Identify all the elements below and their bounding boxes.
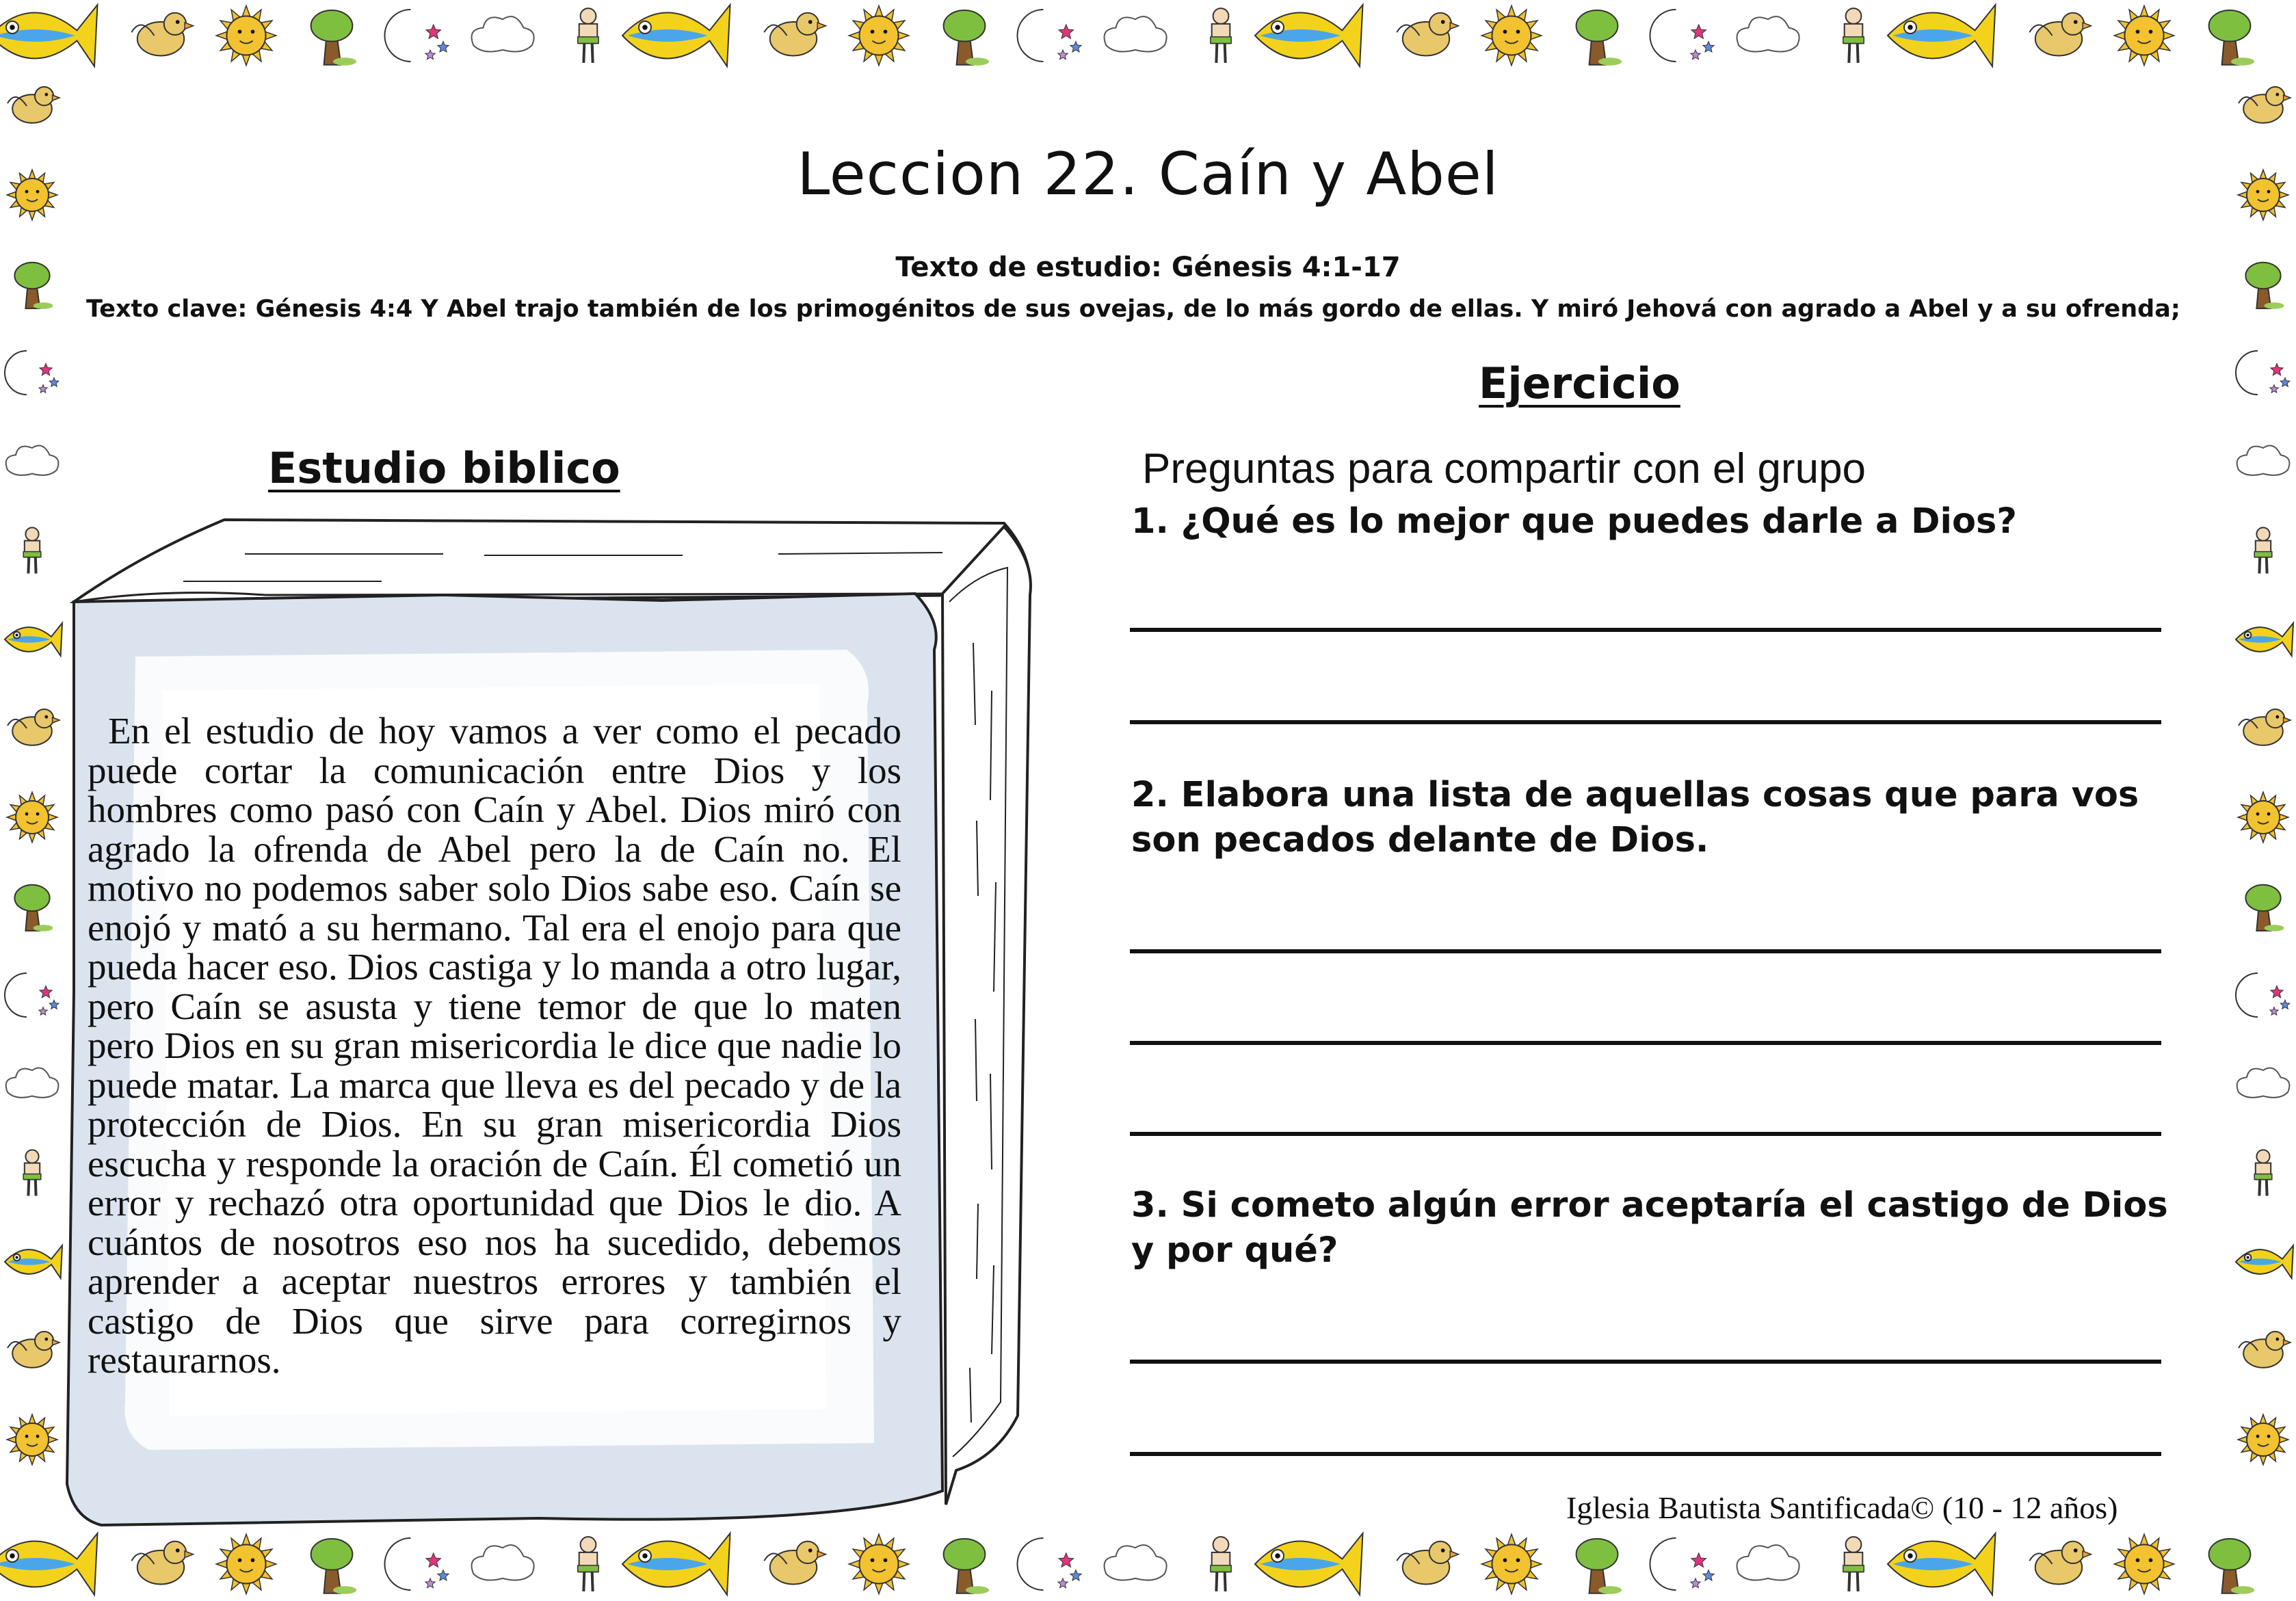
- study-body-text: En el estudio de hoy vamos a ver como el pecado puede cortar la comunicación entre Dios y los hombres como pasó con Caín y Abel. Dios miró con agrado la ofrenda de Abel pero la de Caín no. El motivo no podemos saber solo Dios sabe eso. Caín se enojó y mató a su hermano. Tal era el enojo para que pueda hacer eso. Dios castiga y lo manda a otro lugar, pero Caín se asusta y tiene temor de que lo maten pero Dios en su gran misericordia le dice que nadie lo puede matar. La marca que lleva es del pecado y de la protección de Dios. En su gran misericordia Dios escucha y responde la oración de Caín. Él cometió un error y rechazó otra oportunidad que Dios le dio. A cuántos de nosotros eso nos ha sucedido, debemos aprender a aceptar nuestros errores y también el castigo de Dios que sirve para corregirnos y restaurarnos.: [88, 710, 901, 1381]
- tree-icon: [311, 1539, 356, 1594]
- fish-icon: [2236, 1245, 2293, 1278]
- fish-icon: [1255, 1533, 1363, 1595]
- fish-icon: [0, 1533, 98, 1595]
- sun-icon: [849, 1534, 908, 1593]
- bird-icon: [131, 13, 193, 56]
- sun-icon: [849, 5, 908, 65]
- border-left: [0, 68, 65, 1529]
- cloud-icon: [2237, 446, 2290, 475]
- tree-icon: [311, 10, 356, 66]
- question-2: 2. Elabora una lista de aquellas cosas que para vos son pecados delante de Dios.: [1131, 775, 2139, 860]
- question-3: 3. Si cometo algún error aceptaría el castigo de Dios y por qué?: [1131, 1185, 2168, 1271]
- key-text: Texto clave: Génesis 4:4 Y Abel trajo también de los primogénitos de sus ovejas, de lo más gordo de ellas. Y miró Jehová con agrado a Abel y a su ofrenda;: [86, 295, 2180, 323]
- tree-icon: [1576, 10, 1622, 66]
- bird-icon: [2239, 1332, 2291, 1368]
- footer-credit: Iglesia Bautista Santificada© (10 - 12 años): [1566, 1490, 2118, 1525]
- bird-icon: [8, 1332, 60, 1368]
- bird-icon: [764, 13, 826, 56]
- fish-icon: [622, 5, 730, 66]
- cloud-icon: [1737, 1545, 1799, 1580]
- answer-line[interactable]: [1130, 720, 2161, 724]
- bird-icon: [131, 1542, 193, 1585]
- tree-icon: [2245, 885, 2284, 931]
- sun-icon: [2238, 792, 2288, 843]
- sun-icon: [216, 5, 276, 65]
- tree-icon: [14, 885, 53, 931]
- moon-stars-icon: [5, 351, 59, 395]
- exercise-prompt: Preguntas para compartir con el grupo: [1142, 445, 1866, 492]
- person-icon: [1211, 8, 1231, 63]
- cloud-icon: [6, 1068, 59, 1098]
- sun-icon: [7, 1414, 57, 1465]
- sun-icon: [7, 792, 57, 843]
- tree-icon: [2209, 10, 2255, 66]
- sun-icon: [2114, 1534, 2174, 1593]
- cloud-icon: [1105, 16, 1167, 51]
- person-icon: [1843, 1537, 1864, 1591]
- person-icon: [1211, 1537, 1231, 1591]
- sun-icon: [2114, 5, 2174, 65]
- moon-stars-icon: [1650, 10, 1715, 62]
- cloud-icon: [6, 446, 59, 475]
- fish-icon: [622, 1533, 730, 1595]
- cloud-icon: [1105, 1545, 1167, 1580]
- bird-icon: [1397, 13, 1458, 56]
- moon-stars-icon: [385, 10, 449, 62]
- bird-icon: [764, 1542, 826, 1585]
- answer-line[interactable]: [1130, 1041, 2161, 1045]
- border-bottom: [0, 1529, 2296, 1601]
- person-icon: [23, 527, 41, 573]
- sun-icon: [2238, 1414, 2288, 1465]
- tree-icon: [2209, 1539, 2255, 1594]
- fish-icon: [5, 1245, 62, 1278]
- study-text-reference: Texto de estudio: Génesis 4:1-17: [895, 252, 1401, 283]
- person-icon: [578, 1537, 598, 1591]
- cloud-icon: [2237, 1068, 2290, 1098]
- bird-icon: [8, 709, 60, 745]
- tree-icon: [1576, 1539, 1622, 1594]
- fish-icon: [1255, 5, 1363, 66]
- fish-icon: [5, 623, 62, 656]
- person-icon: [23, 1150, 41, 1195]
- fish-icon: [1888, 5, 1996, 66]
- person-icon: [1843, 8, 1864, 63]
- moon-stars-icon: [5, 973, 59, 1017]
- bird-icon: [2239, 87, 2291, 123]
- sun-icon: [216, 1534, 276, 1593]
- moon-stars-icon: [1018, 10, 1082, 62]
- answer-line[interactable]: [1130, 1360, 2161, 1364]
- cloud-icon: [1737, 16, 1799, 51]
- exercise-heading: Ejercicio: [1479, 358, 1680, 408]
- fish-icon: [1888, 1533, 1996, 1595]
- bird-icon: [2029, 1542, 2091, 1585]
- fish-icon: [2236, 623, 2293, 656]
- bird-icon: [2239, 709, 2291, 745]
- moon-stars-icon: [2236, 351, 2290, 395]
- person-icon: [2254, 1150, 2272, 1195]
- sun-icon: [1481, 5, 1541, 65]
- sun-icon: [1481, 1534, 1541, 1593]
- study-heading: Estudio biblico: [268, 443, 620, 493]
- answer-line[interactable]: [1130, 1132, 2161, 1136]
- answer-line[interactable]: [1130, 949, 2161, 953]
- person-icon: [578, 8, 598, 63]
- moon-stars-icon: [385, 1538, 449, 1590]
- bird-icon: [1397, 1542, 1458, 1585]
- border-right: [2231, 68, 2296, 1529]
- moon-stars-icon: [2236, 973, 2290, 1017]
- cloud-icon: [472, 1545, 534, 1580]
- bird-icon: [8, 87, 60, 123]
- border-top: [0, 0, 2296, 68]
- fish-icon: [0, 5, 98, 66]
- cloud-icon: [472, 16, 534, 51]
- tree-icon: [944, 10, 990, 66]
- page-title: Leccion 22. Caín y Abel: [797, 140, 1499, 209]
- bird-icon: [2029, 13, 2091, 56]
- answer-line[interactable]: [1130, 628, 2161, 632]
- moon-stars-icon: [1650, 1538, 1715, 1590]
- person-icon: [2254, 527, 2272, 573]
- question-1: 1. ¿Qué es lo mejor que puedes darle a Dios?: [1131, 501, 2017, 542]
- tree-icon: [944, 1539, 990, 1594]
- moon-stars-icon: [1018, 1538, 1082, 1590]
- answer-line[interactable]: [1130, 1452, 2161, 1456]
